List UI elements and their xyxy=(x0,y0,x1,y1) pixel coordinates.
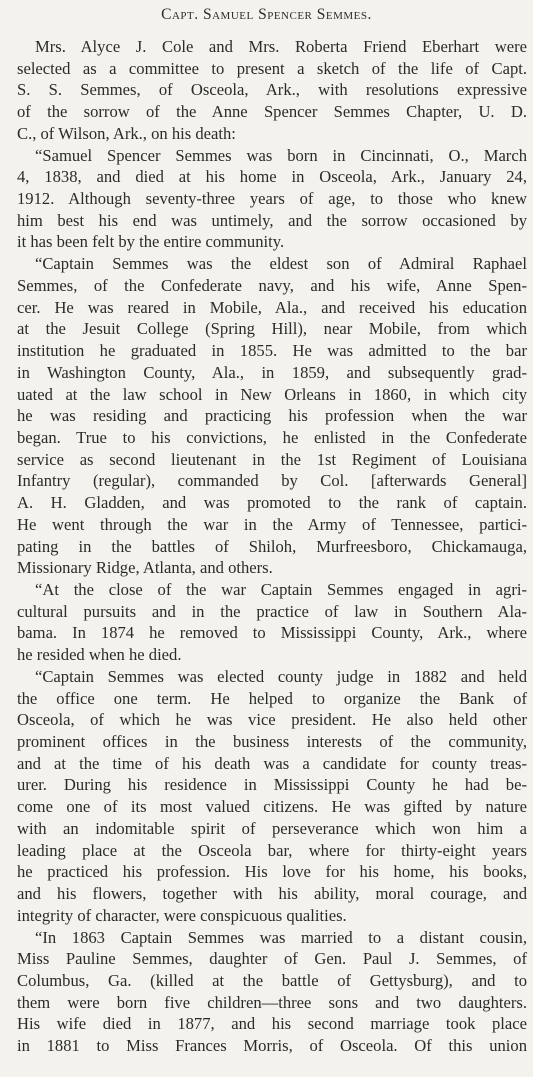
text-line: “In 1863 Captain Semmes was married to a distant cousin, xyxy=(35,927,527,947)
text-line: Osceola, of which he was vice president. He also held other xyxy=(17,710,527,730)
text-line: service as second lieutenant in the 1st Regiment of Louisiana xyxy=(17,449,527,469)
text-line: Miss Pauline Semmes, daughter of Gen. Paul J. Semmes, of xyxy=(17,949,527,969)
text-line: “Samuel Spencer Semmes was born in Cincinnati, O., March xyxy=(35,145,527,165)
text-line: A. H. Gladden, and was promoted to the rank of captain. xyxy=(17,493,527,513)
text-line: and at the time of his death was a candidate for county treas- xyxy=(17,753,527,773)
text-line: S. S. Semmes, of Osceola, Ark., with resolutions expressive xyxy=(17,80,527,100)
text-line: bama. In 1874 he removed to Mississippi County, Ark., where xyxy=(17,623,527,643)
text-line: integrity of character, were conspicuous qualities. xyxy=(17,905,347,925)
text-line: selected as a committee to present a sketch of the life of Capt. xyxy=(17,58,527,78)
text-line: cultural pursuits and in the practice of law in Southern Ala- xyxy=(17,601,527,621)
text-line: him best his end was untimely, and the sorrow occasioned by xyxy=(17,210,527,230)
text-line: pating in the battles of Shiloh, Murfreesboro, Chickamauga, xyxy=(17,536,527,556)
text-line: them were born five children—three sons and two daughters. xyxy=(17,992,527,1012)
text-line: in Washington County, Ala., in 1859, and subsequently grad- xyxy=(17,362,527,382)
text-line: Semmes, of the Confederate navy, and his wife, Anne Spen- xyxy=(17,275,527,295)
text-line: He went through the war in the Army of Tennessee, partici- xyxy=(17,514,527,534)
text-line: 4, 1838, and died at his home in Osceola, Ark., January 24, xyxy=(17,167,527,187)
text-line: Mrs. Alyce J. Cole and Mrs. Roberta Friend Eberhart were xyxy=(35,37,527,56)
text-line: in 1881 to Miss Frances Morris, of Osceola. Of this union xyxy=(17,1036,527,1056)
text-line: he practiced his profession. His love for his home, his books, xyxy=(17,862,527,882)
text-line: and his flowers, together with his ability, moral courage, and xyxy=(17,884,527,904)
text-line: C., of Wilson, Ark., on his death: xyxy=(17,123,236,143)
text-line: His wife died in 1877, and his second marriage took place xyxy=(17,1014,527,1034)
article-title: Capt. Samuel Spencer Semmes. xyxy=(161,6,372,23)
text-line: “Captain Semmes was elected county judge in 1882 and held xyxy=(35,666,527,686)
text-line: he was residing and practicing his profession when the war xyxy=(17,406,527,426)
text-line: with an indomitable spirit of perseverance which won him a xyxy=(17,818,527,838)
text-line: “At the close of the war Captain Semmes engaged in agri- xyxy=(35,580,527,599)
text-line: began. True to his convictions, he enlisted in the Confederate xyxy=(17,427,527,447)
text-line: at the Jesuit College (Spring Hill), near Mobile, from which xyxy=(17,319,527,339)
text-line: institution he graduated in 1855. He was admitted to the bar xyxy=(17,341,527,361)
text-line: it has been felt by the entire community. xyxy=(17,232,285,252)
text-line: prominent offices in the business interests of the community, xyxy=(17,732,527,752)
text-line: Columbus, Ga. (killed at the battle of Gettysburg), and to xyxy=(17,970,527,990)
text-line: urer. During his residence in Mississippi County he had be- xyxy=(17,775,527,795)
text-line: of the sorrow of the Anne Spencer Semmes Chapter, U. D. xyxy=(17,102,527,122)
text-line: leading place at the Osceola bar, where for thirty-eight years xyxy=(17,840,527,860)
text-line: Missionary Ridge, Atlanta, and others. xyxy=(17,558,273,578)
text-line: the office one term. He helped to organize the Bank of xyxy=(17,688,527,708)
text-line: “Captain Semmes was the eldest son of Admiral Raphael xyxy=(35,254,527,274)
text-line: 1912. Although seventy-three years of age, to those who knew xyxy=(17,189,527,209)
text-line: Infantry (regular), commanded by Col. [afterwards General] xyxy=(17,471,527,491)
text-line: uated at the law school in New Orleans in 1860, in which city xyxy=(17,384,527,404)
text-line: cer. He was reared in Mobile, Ala., and received his education xyxy=(17,297,527,317)
text-line: he resided when he died. xyxy=(17,645,182,665)
text-line: come one of its most valued citizens. He was gifted by nature xyxy=(17,797,527,817)
